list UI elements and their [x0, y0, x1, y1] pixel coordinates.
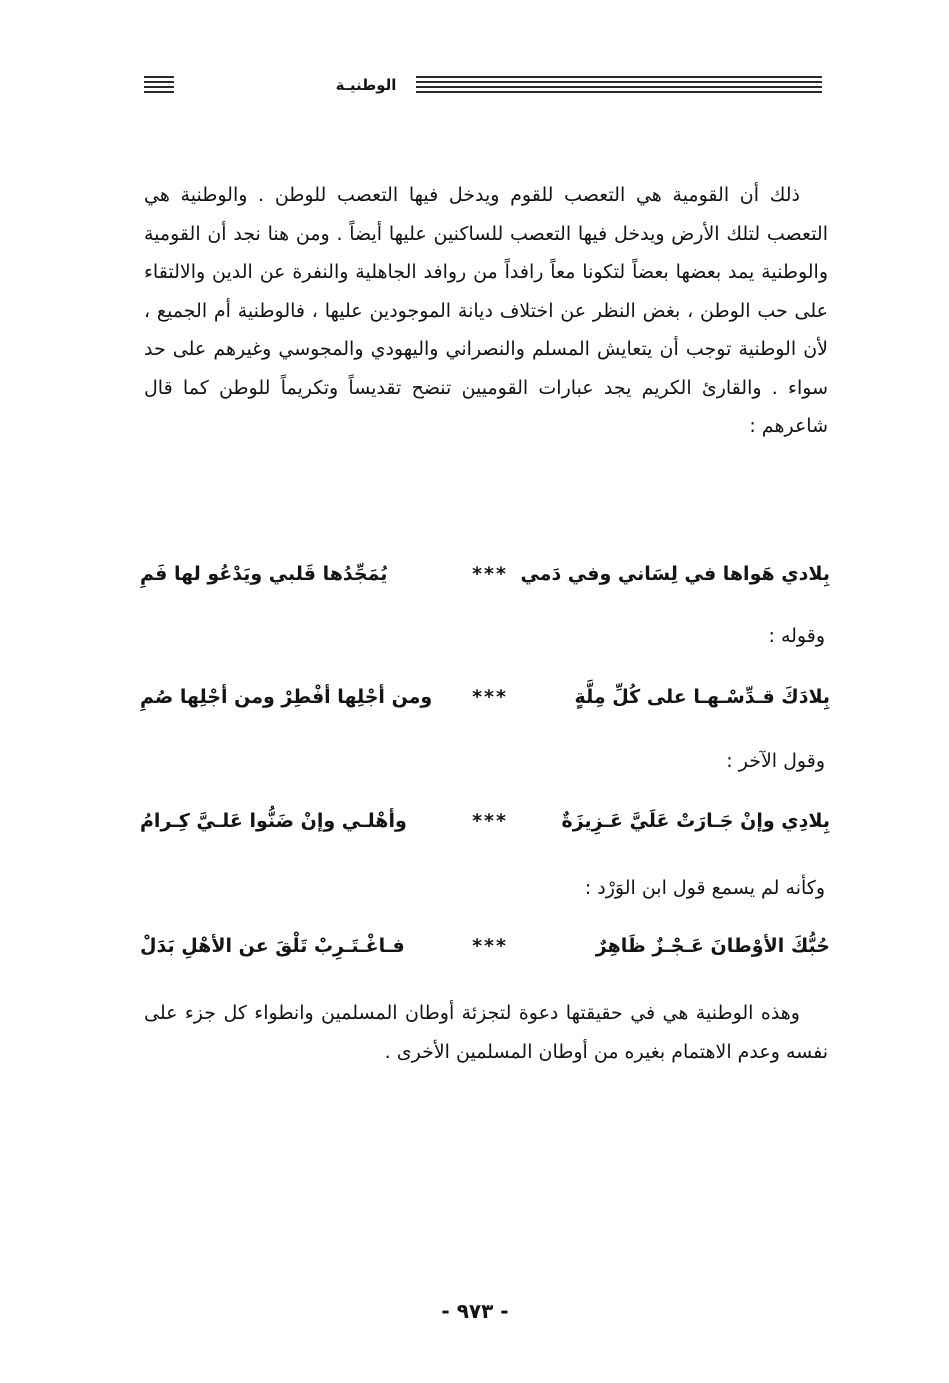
- header-rule-left: [144, 76, 174, 96]
- verse-separator: ***: [472, 810, 508, 832]
- verse-second-hemistich: يُمَجِّدُها قَلبي ويَدْعُو لها فَمِ: [140, 563, 388, 585]
- verse-second-hemistich: فـاغْـتَـرِبْ تَلْقَ عن الأهْلِ بَدَلْ: [140, 935, 405, 957]
- verse-line: [140, 804, 830, 838]
- paragraph-conclusion: وهذه الوطنية هي في حقيقتها دعوة لتجزئة أوطان المسلمين وانطواء كل جزء على نفسه وعدم الاهتمام بغيره من أوطان المسلمين الأخرى .: [144, 1002, 828, 1063]
- verse-intro: وقول الآخر :: [726, 750, 825, 772]
- header-rule-right: [416, 76, 822, 96]
- verse-line: [140, 929, 830, 963]
- verse-first-hemistich: بِلادِي وإنْ جَـارَتْ عَلَيَّ عَـزِيزَةٌ: [561, 810, 830, 832]
- verse-second-hemistich: وأهْلـي وإنْ ضَنُّوا عَلـيَّ كِـرامُ: [140, 810, 407, 832]
- page-number: - ٩٧٣ -: [441, 1299, 509, 1323]
- verse-intro: وقوله :: [768, 625, 825, 647]
- verse-separator: ***: [472, 686, 508, 708]
- verse-line: [140, 680, 830, 714]
- running-header: [144, 72, 822, 98]
- running-header-title: الوطنيـة: [335, 76, 397, 94]
- verse-intro: وكأنه لم يسمع قول ابن الوَرْد :: [584, 877, 825, 899]
- verse-line: [140, 557, 830, 591]
- verse-separator: ***: [472, 563, 508, 585]
- verse-first-hemistich: بِلادَكَ قـدِّسْـهـا على كُلِّ مِلَّةٍ: [574, 686, 830, 708]
- paragraph-intro: ذلك أن القومية هي التعصب للقوم ويدخل فيها التعصب للوطن . والوطنية هي التعصب لتلك الأرض ويدخل فيها التعصب للساكنين عليها أيضاً . ومن هنا نجد أن القومية والوطنية يمد بعضها بعضاً لتكونا معاً رافداً من روافد الجاهلية والنفرة عن الدين والالتقاء على حب الوطن ، بغض النظر عن اختلاف ديانة الموجودين عليها ، فالوطنية أم الجميع ، لأن الوطنية توجب أن يتعايش المسلم والنصراني واليهودي والمجوسي وغيرهم على حد سواء . والقارئ الكريم يجد عبارات القوميين تنضح تقديساً وتكريماً للوطن كما قال شاعرهم :: [144, 184, 828, 437]
- verse-first-hemistich: بِلادي هَواها في لِسَاني وفي دَمي: [520, 563, 830, 585]
- verse-first-hemistich: حُبُّكَ الأوْطانَ عَـجْـزٌ ظَاهِرٌ: [595, 935, 830, 957]
- verse-separator: ***: [472, 935, 508, 957]
- verse-second-hemistich: ومن أجْلِها أفْطِرْ ومن أجْلِها صُمِ: [140, 686, 433, 708]
